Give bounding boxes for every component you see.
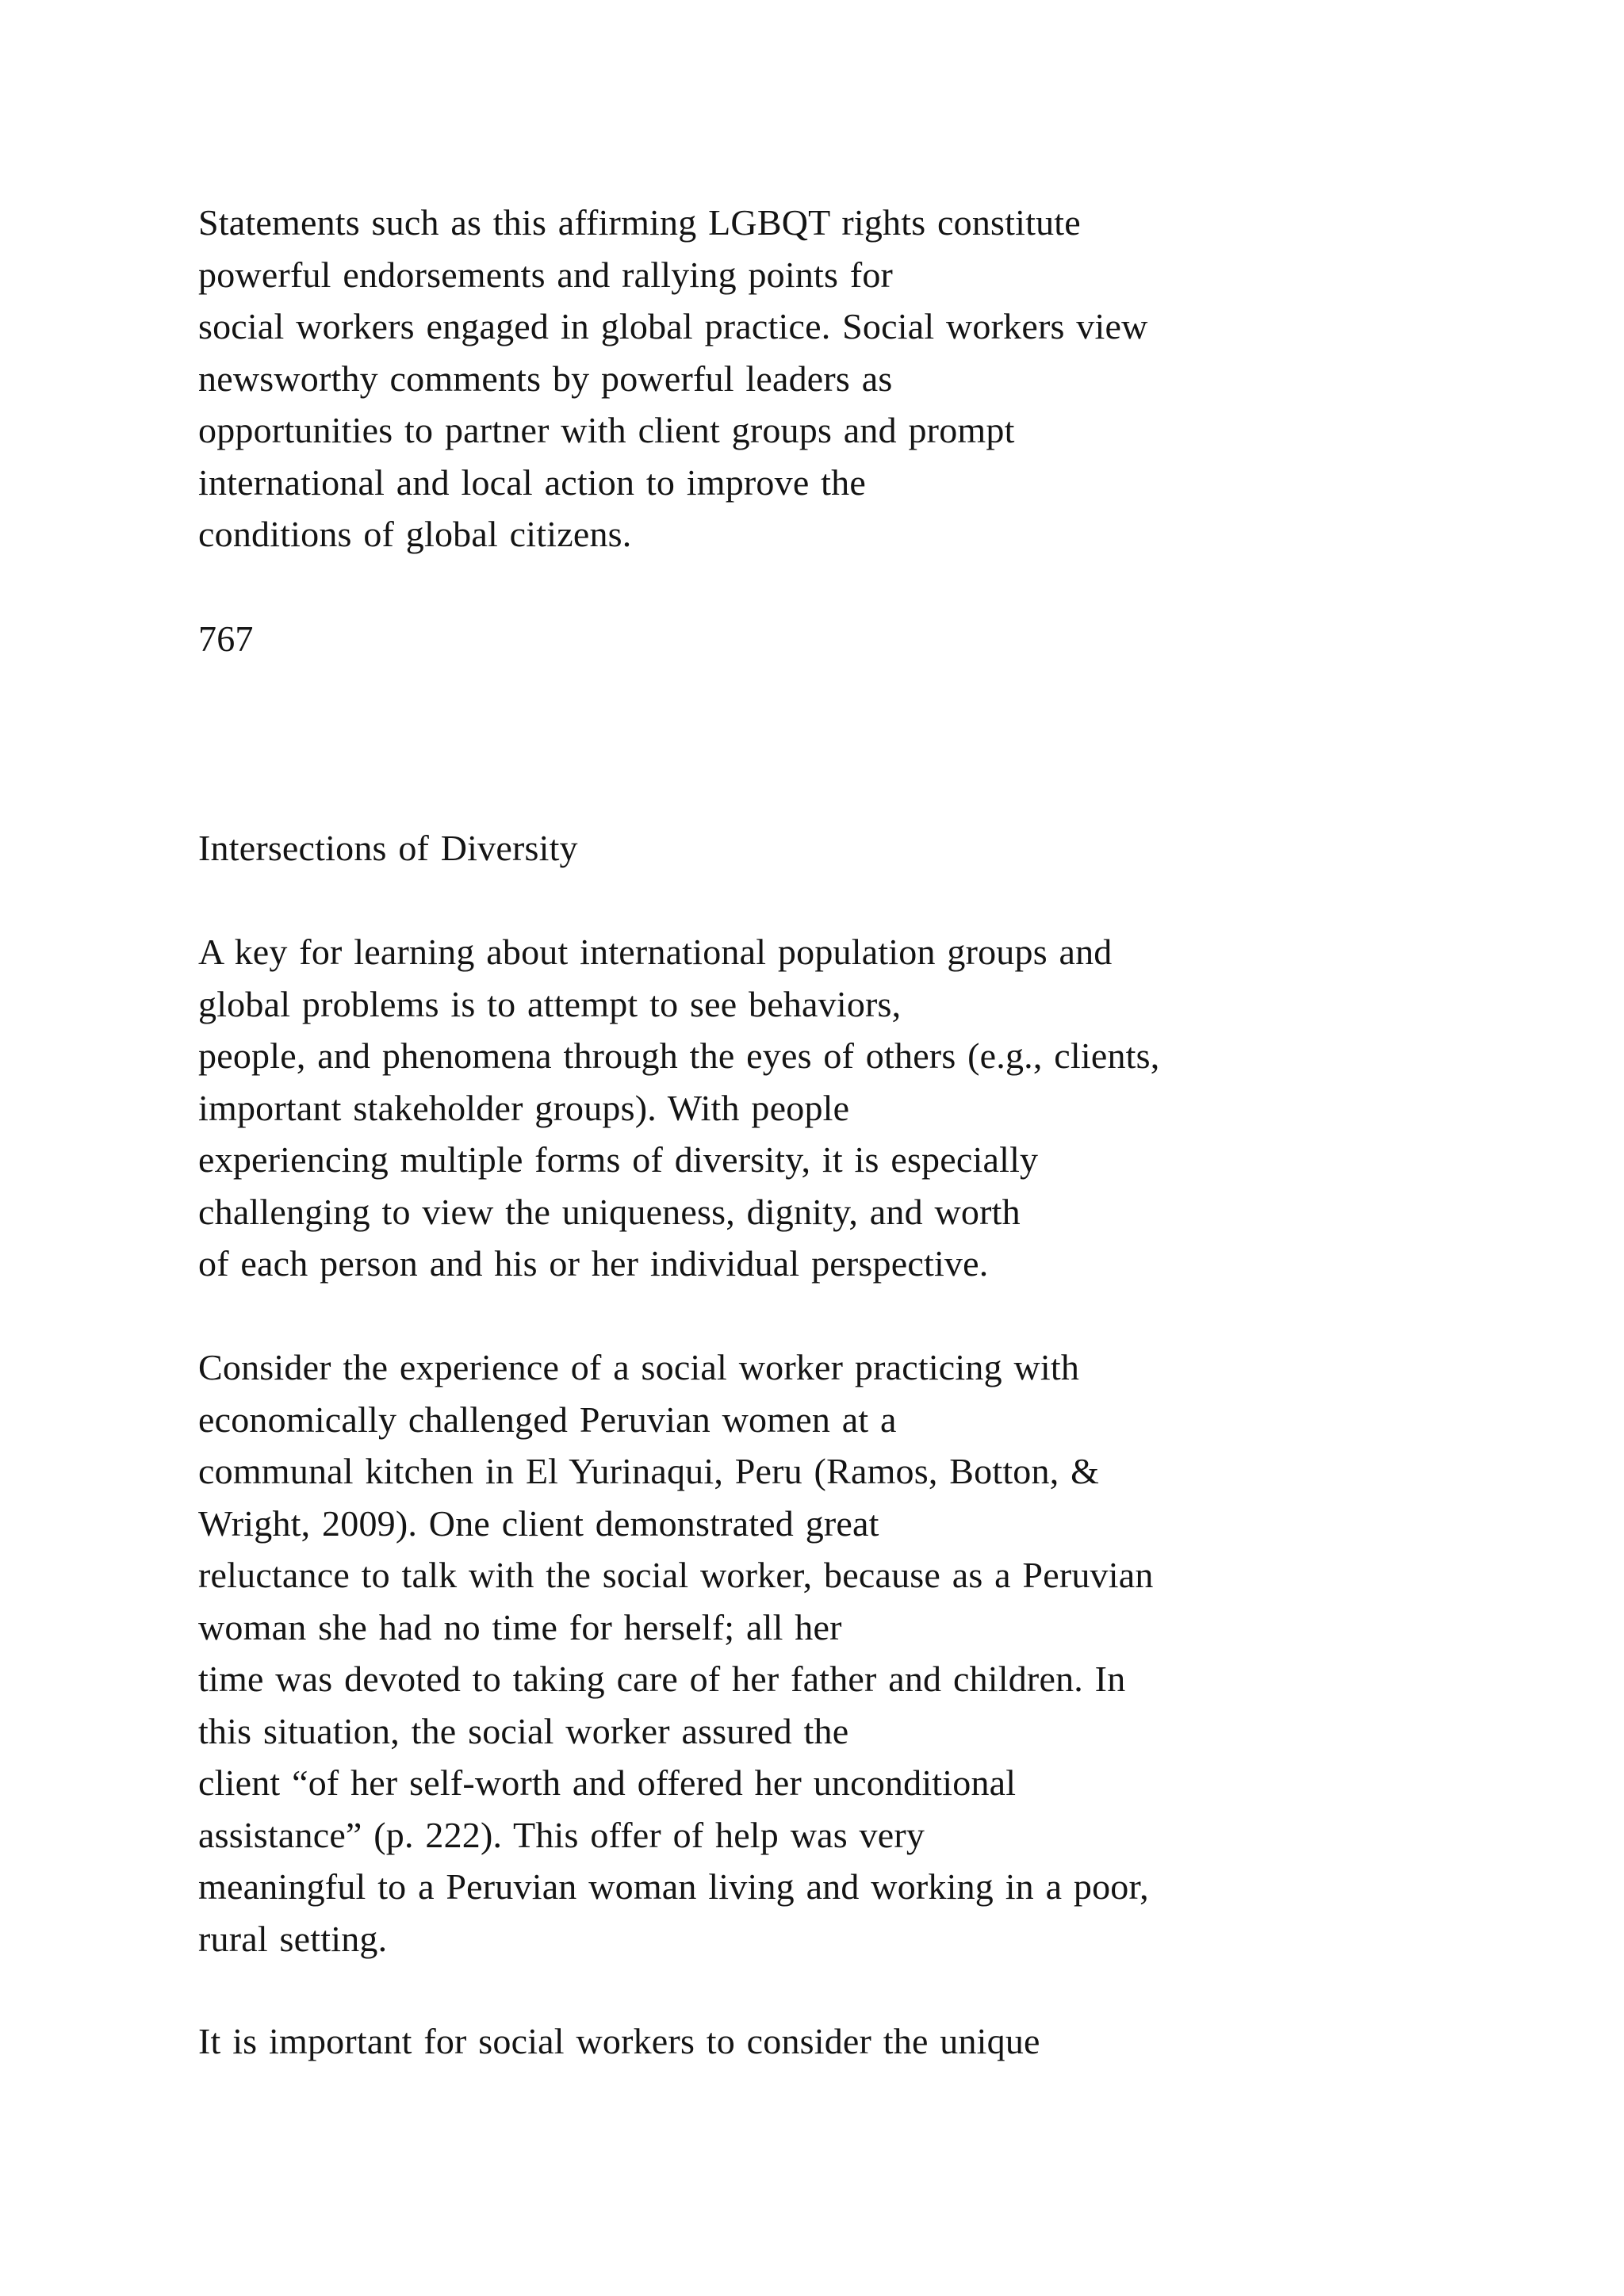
paragraph-lgbqt-statements bbox=[198, 197, 1467, 561]
text-line: woman she had no time for herself; all her bbox=[198, 1606, 842, 1647]
page-number bbox=[198, 613, 1467, 665]
section-heading-text: Intersections of Diversity bbox=[198, 828, 578, 868]
text-line: Statements such as this affirming LGBQT rights constitute bbox=[198, 202, 1081, 243]
text-line: newsworthy comments by powerful leaders as bbox=[198, 358, 893, 399]
text-line: A key for learning about international population groups and bbox=[198, 932, 1113, 972]
text-line: economically challenged Peruvian women at a bbox=[198, 1399, 897, 1440]
text-line: client “of her self-worth and offered her unconditional bbox=[198, 1762, 1017, 1803]
paragraph-learning-key bbox=[198, 926, 1467, 1290]
text-line: powerful endorsements and rallying points for bbox=[198, 254, 894, 295]
text-line: social workers engaged in global practice. Social workers view bbox=[198, 306, 1148, 346]
text-line: important stakeholder groups). With people bbox=[198, 1087, 850, 1128]
text-line: conditions of global citizens. bbox=[198, 514, 632, 554]
paragraph-peruvian-women bbox=[198, 1341, 1467, 1965]
text-line: global problems is to attempt to see behaviors, bbox=[198, 983, 902, 1024]
section-heading bbox=[198, 822, 1467, 874]
page-number-text: 767 bbox=[198, 618, 254, 659]
text-line: challenging to view the uniqueness, dignity, and worth bbox=[198, 1191, 1021, 1232]
text-line: rural setting. bbox=[198, 1918, 388, 1959]
text-line: time was devoted to taking care of her father and children. In bbox=[198, 1659, 1126, 1699]
text-line: Wright, 2009). One client demonstrated great bbox=[198, 1502, 879, 1544]
paragraph-unique-considerations bbox=[198, 2015, 1467, 2068]
text-line: It is important for social workers to consider the unique bbox=[198, 2021, 1040, 2061]
text-line: meaningful to a Peruvian woman living and working in a poor, bbox=[198, 1866, 1149, 1907]
text-line: this situation, the social worker assured the bbox=[198, 1710, 849, 1751]
text-line: reluctance to talk with the social worker, because as a Peruvian bbox=[198, 1555, 1154, 1595]
text-line: Consider the experience of a social worker practicing with bbox=[198, 1347, 1080, 1387]
text-line: experiencing multiple forms of diversity, it is especially bbox=[198, 1139, 1039, 1180]
text-line: communal kitchen in El Yurinaqui, Peru (Ramos, Botton, & bbox=[198, 1451, 1100, 1491]
text-line: people, and phenomena through the eyes of others (e.g., clients, bbox=[198, 1035, 1160, 1076]
text-line: opportunities to partner with client groups and prompt bbox=[198, 410, 1015, 450]
text-line: of each person and his or her individual perspective. bbox=[198, 1243, 989, 1284]
text-line: international and local action to improve the bbox=[198, 461, 866, 503]
text-line: assistance” (p. 222). This offer of help was very bbox=[198, 1814, 925, 1855]
